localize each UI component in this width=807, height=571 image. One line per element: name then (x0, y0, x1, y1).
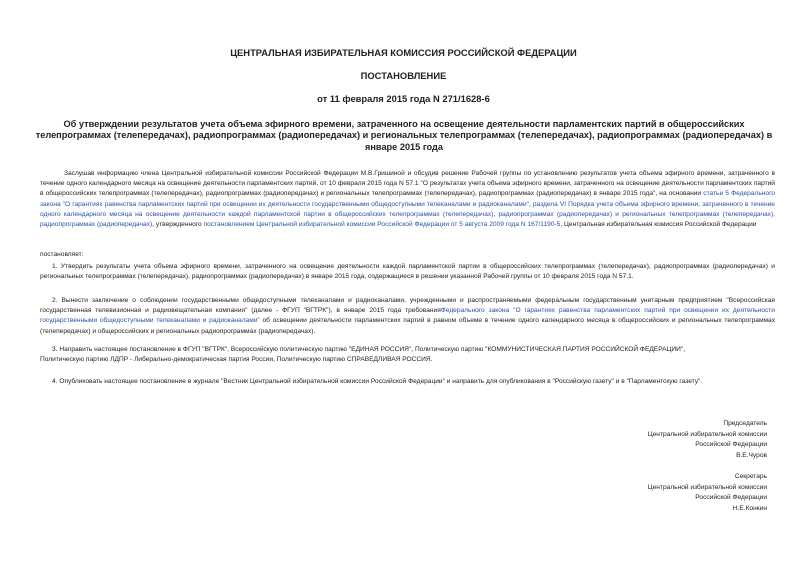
preamble-text-3: , утвержденного (152, 221, 204, 229)
item-3-line-2: Политическую партию ЛДПР - Либерально-демократическая партия России, Политическую партию СПРАВЕДЛИВАЯ РОССИЯ. (40, 356, 433, 364)
link-procedure-section-6[interactable]: раздела VI Порядка учета объема эфирного времени, затраченного в течение одного календарного месяца на освещение деятельности каждой парламентской партии в общероссийских телепрограммах (телепередачах), радиопрограммах (радиопередачах) и региональных телепрограммах (телепередачах), радиопрограммах (радиопередачах) (40, 200, 775, 229)
preamble-text-4: , Центральная избирательная комиссия Российской Федерации (560, 221, 757, 229)
document-subject: Об утверждении результатов учета объема эфирного времени, затраченного на освещение деятельности парламентских партий в общероссийских телепрограммах (телепередачах), радиопрограммах (радиопередачах) и региональных телепрограммах (телепередачах), радиопрограммах (радиопередачах) в январе 2015 года (35, 119, 773, 152)
link-federal-law-guarantees[interactable]: Федерального закона "О гарантиях равенства парламентских партий при освещении их деятельности государственными общедоступными телеканалами и радиоканалами" (40, 307, 775, 325)
issuing-organization: ЦЕНТРАЛЬНАЯ ИЗБИРАТЕЛЬНАЯ КОМИССИЯ РОССИЙСКОЙ ФЕДЕРАЦИИ (230, 47, 577, 58)
document-type: ПОСТАНОВЛЕНИЕ (360, 70, 447, 81)
paragraph-resolves: постановляет: (40, 251, 84, 258)
chairman-org-line-2: Российской Федерации (695, 441, 767, 449)
chairman-name: В.Е.Чуров (736, 451, 767, 459)
signature-secretary (467, 472, 767, 514)
chairman-org-line-1: Центральной избирательной комиссии (647, 430, 767, 438)
link-resolution-167[interactable]: постановлением Центральной избирательной комиссии Российской Федерации от 5 августа 2009 года N 167/1190-5 (203, 221, 561, 229)
document-date-number: от 11 февраля 2015 года N 271/1628-6 (317, 93, 490, 104)
secretary-role: Секретарь (734, 473, 767, 480)
chairman-role: Председатель (723, 420, 767, 427)
preamble-text-1: Заслушав информацию члена Центральной избирательной комиссии Российской Федерации М.В.Гришиной и обсудив решение Рабочей группы по установлению результатов учета объема эфирного времени, затраченного в течение одного календарного месяца на освещение деятельности парламентских партий, от 10 февраля 2015 года N 57.1 "О результатах учета объема эфирного времени, затраченного на освещение деятельности парламентских партий в общероссийских телепрограммах (телепередачах), радиопрограммах (радиопередачах) и региональных телепрограммах (телепередачах), радиопрограммах (радиопередачах) в январе 2015 года", на основании (40, 170, 775, 198)
item-2-text-1: 2. Вынести заключение о соблюдении государственными общедоступными телеканалами и радиоканалами, учрежденными и распространяемыми федеральным государственным унитарным предприятием "Всероссийская государственная телевизионная и радиовещательная компания" (далее - ФГУП "ВГТРК"), в январе 2015 года требования (40, 297, 775, 315)
paragraph-item-2 (40, 296, 775, 337)
paragraph-item-3 (40, 345, 775, 365)
paragraph-preamble (40, 169, 775, 230)
item-2-text-2: об освещении деятельности парламентских партий в равном объеме в течение одного календарного месяца в общероссийских и региональных телепрограммах (телепередачах) и общероссийских и региональных радиопрограммах (радиопередачах). (40, 317, 775, 335)
paragraph-item-1: 1. Утвердить результаты учета объема эфирного времени, затраченного на освещение деятельности каждой парламентской партии в общероссийских телепрограммах (телепередачах), радиопрограммах (радиопередачах) и региональных телепрограммах (телепередачах), радиопрограммах (радиопередачах) в январе 2015 года, содержащиеся в решении указанной Рабочей группы от 10 февраля 2015 года N 57.1. (40, 263, 775, 281)
link-law-article-5[interactable]: статьи 5 Федерального закона "О гарантиях равенства парламентских партий при освещении их деятельности государственными общедоступными телеканалами и радиоканалами" (40, 190, 775, 208)
secretary-org-line-2: Российской Федерации (695, 494, 767, 502)
secretary-name: Н.Е.Конкин (732, 504, 767, 512)
secretary-org-line-1: Центральной избирательной комиссии (647, 483, 767, 491)
signature-chairman (467, 419, 767, 461)
item-3-line-1: 3. Направить настоящее постановление в ФГУП "ВГТРК", Всероссийскую политическую партию "ЕДИНАЯ РОССИЯ", Политическую партию "КОММУНИСТИЧЕСКАЯ ПАРТИЯ РОССИЙСКОЙ ФЕДЕРАЦИИ", (52, 346, 686, 353)
paragraph-item-4: 4. Опубликовать настоящее постановление в журнале "Вестник Центральной избирательной комиссии Российской Федерации" и направить для опубликования в "Российскую газету" и в "Парламентскую газету". (52, 378, 703, 385)
preamble-text-2: , (528, 200, 533, 208)
